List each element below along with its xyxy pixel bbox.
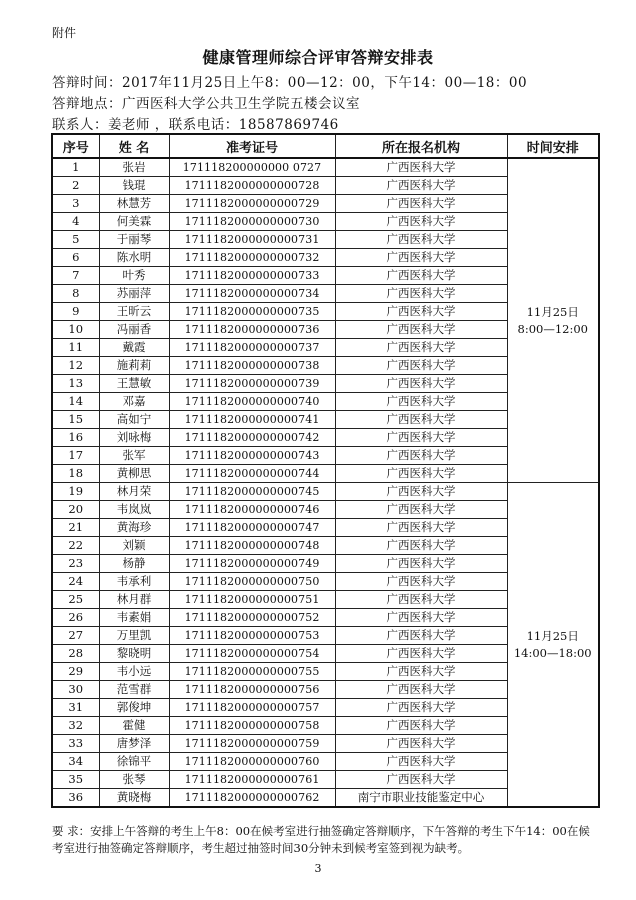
- cell-ticket: 1711182000000000745: [169, 483, 335, 501]
- cell-org: 广西医科大学: [335, 663, 507, 681]
- cell-seq: 30: [52, 681, 99, 699]
- cell-seq: 35: [52, 771, 99, 789]
- cell-org: 广西医科大学: [335, 195, 507, 213]
- cell-name: 冯丽香: [99, 321, 169, 339]
- cell-org: 广西医科大学: [335, 753, 507, 771]
- cell-name: 苏丽萍: [99, 285, 169, 303]
- cell-ticket: 1711182000000000737: [169, 339, 335, 357]
- cell-org: 广西医科大学: [335, 735, 507, 753]
- cell-seq: 31: [52, 699, 99, 717]
- cell-ticket: 1711182000000000756: [169, 681, 335, 699]
- cell-org: 广西医科大学: [335, 591, 507, 609]
- cell-ticket: 1711182000000000755: [169, 663, 335, 681]
- cell-seq: 11: [52, 339, 99, 357]
- cell-org: 广西医科大学: [335, 339, 507, 357]
- cell-org: 广西医科大学: [335, 213, 507, 231]
- cell-org: 广西医科大学: [335, 519, 507, 537]
- cell-seq: 7: [52, 267, 99, 285]
- table-row: [52, 483, 599, 501]
- cell-seq: 36: [52, 789, 99, 808]
- cell-org: 广西医科大学: [335, 411, 507, 429]
- cell-seq: 12: [52, 357, 99, 375]
- cell-name: 林月荣: [99, 483, 169, 501]
- cell-ticket: 1711182000000000729: [169, 195, 335, 213]
- cell-org: 广西医科大学: [335, 681, 507, 699]
- cell-seq: 22: [52, 537, 99, 555]
- cell-name: 唐梦泽: [99, 735, 169, 753]
- cell-org: 广西医科大学: [335, 267, 507, 285]
- cell-name: 霍健: [99, 717, 169, 735]
- header-seq: 序号: [52, 134, 99, 158]
- cell-ticket: 1711182000000000750: [169, 573, 335, 591]
- cell-ticket: 1711182000000000757: [169, 699, 335, 717]
- cell-ticket: 1711182000000000733: [169, 267, 335, 285]
- cell-name: 韦小远: [99, 663, 169, 681]
- cell-seq: 28: [52, 645, 99, 663]
- time-slot-hours: 14:00—18:00: [513, 645, 592, 660]
- cell-name: 钱琨: [99, 177, 169, 195]
- cell-ticket: 1711182000000000735: [169, 303, 335, 321]
- cell-name: 林慧芳: [99, 195, 169, 213]
- cell-seq: 19: [52, 483, 99, 501]
- cell-seq: 18: [52, 465, 99, 483]
- cell-ticket: 1711182000000000753: [169, 627, 335, 645]
- cell-seq: 34: [52, 753, 99, 771]
- header-name: 姓 名: [99, 134, 169, 158]
- cell-name: 邓嘉: [99, 393, 169, 411]
- time-slot-hours: 8:00—12:00: [517, 321, 588, 336]
- cell-org: 广西医科大学: [335, 177, 507, 195]
- header-time: 时间安排: [507, 134, 599, 158]
- cell-ticket: 1711182000000000762: [169, 789, 335, 808]
- cell-org: 广西医科大学: [335, 717, 507, 735]
- cell-seq: 21: [52, 519, 99, 537]
- header-org: 所在报名机构: [335, 134, 507, 158]
- cell-ticket: 1711182000000000736: [169, 321, 335, 339]
- cell-name: 郭俊坤: [99, 699, 169, 717]
- cell-ticket: 1711182000000000761: [169, 771, 335, 789]
- cell-seq: 32: [52, 717, 99, 735]
- attachment-label: 附件: [52, 26, 77, 40]
- cell-name: 何美霖: [99, 213, 169, 231]
- cell-ticket: 1711182000000000744: [169, 465, 335, 483]
- cell-seq: 1: [52, 158, 99, 177]
- cell-org: 广西医科大学: [335, 447, 507, 465]
- cell-org: 广西医科大学: [335, 321, 507, 339]
- cell-seq: 20: [52, 501, 99, 519]
- cell-org: 广西医科大学: [335, 357, 507, 375]
- cell-name: 张岩: [99, 158, 169, 177]
- time-slot-date: 11月25日: [526, 304, 579, 319]
- page-number: 3: [314, 862, 322, 875]
- cell-name: 韦承利: [99, 573, 169, 591]
- header-ticket: 准考证号: [169, 134, 335, 158]
- cell-ticket: 1711182000000000758: [169, 717, 335, 735]
- cell-name: 韦素娟: [99, 609, 169, 627]
- cell-ticket: 1711182000000000743: [169, 447, 335, 465]
- cell-name: 王慧敏: [99, 375, 169, 393]
- cell-name: 张琴: [99, 771, 169, 789]
- cell-seq: 13: [52, 375, 99, 393]
- cell-seq: 2: [52, 177, 99, 195]
- cell-name: 陈水明: [99, 249, 169, 267]
- cell-seq: 29: [52, 663, 99, 681]
- cell-org: 广西医科大学: [335, 555, 507, 573]
- cell-name: 万里凯: [99, 627, 169, 645]
- cell-seq: 23: [52, 555, 99, 573]
- cell-time-slot: [507, 158, 599, 483]
- cell-name: 张军: [99, 447, 169, 465]
- document-title: 健康管理师综合评审答辩安排表: [202, 48, 434, 67]
- cell-ticket: 1711182000000000742: [169, 429, 335, 447]
- cell-org: 广西医科大学: [335, 231, 507, 249]
- cell-name: 黄海珍: [99, 519, 169, 537]
- cell-org: 广西医科大学: [335, 303, 507, 321]
- cell-org: 广西医科大学: [335, 645, 507, 663]
- cell-org: 广西医科大学: [335, 699, 507, 717]
- cell-ticket: 1711182000000000741: [169, 411, 335, 429]
- cell-ticket: 1711182000000000754: [169, 645, 335, 663]
- cell-seq: 4: [52, 213, 99, 231]
- cell-seq: 8: [52, 285, 99, 303]
- schedule-body: [52, 158, 599, 807]
- cell-org: 南宁市职业技能鉴定中心: [335, 789, 507, 808]
- cell-name: 杨静: [99, 555, 169, 573]
- cell-name: 黎晓明: [99, 645, 169, 663]
- cell-ticket: 1711182000000000751: [169, 591, 335, 609]
- cell-ticket: 171118200000000 0727: [169, 158, 335, 177]
- cell-ticket: 1711182000000000752: [169, 609, 335, 627]
- cell-seq: 24: [52, 573, 99, 591]
- cell-ticket: 1711182000000000730: [169, 213, 335, 231]
- cell-ticket: 1711182000000000739: [169, 375, 335, 393]
- cell-name: 戴霞: [99, 339, 169, 357]
- cell-name: 刘咏梅: [99, 429, 169, 447]
- cell-ticket: 1711182000000000748: [169, 537, 335, 555]
- cell-org: 广西医科大学: [335, 573, 507, 591]
- cell-name: 于丽琴: [99, 231, 169, 249]
- cell-org: 广西医科大学: [335, 483, 507, 501]
- cell-seq: 14: [52, 393, 99, 411]
- cell-name: 徐锦平: [99, 753, 169, 771]
- cell-seq: 6: [52, 249, 99, 267]
- cell-seq: 26: [52, 609, 99, 627]
- cell-seq: 33: [52, 735, 99, 753]
- cell-org: 广西医科大学: [335, 609, 507, 627]
- defense-location: 答辩地点：广西医科大学公共卫生学院五楼会议室: [52, 96, 360, 112]
- cell-name: 韦岚岚: [99, 501, 169, 519]
- cell-org: 广西医科大学: [335, 537, 507, 555]
- cell-seq: 25: [52, 591, 99, 609]
- cell-seq: 5: [52, 231, 99, 249]
- cell-time-slot: [507, 483, 599, 808]
- cell-org: 广西医科大学: [335, 429, 507, 447]
- table-header-row: [52, 134, 599, 158]
- cell-seq: 17: [52, 447, 99, 465]
- cell-name: 施莉莉: [99, 357, 169, 375]
- cell-org: 广西医科大学: [335, 249, 507, 267]
- cell-name: 黄柳思: [99, 465, 169, 483]
- cell-ticket: 1711182000000000759: [169, 735, 335, 753]
- time-slot-date: 11月25日: [526, 628, 579, 643]
- table-row: [52, 158, 599, 177]
- cell-name: 王昕云: [99, 303, 169, 321]
- cell-org: 广西医科大学: [335, 465, 507, 483]
- cell-seq: 3: [52, 195, 99, 213]
- cell-org: 广西医科大学: [335, 501, 507, 519]
- cell-seq: 27: [52, 627, 99, 645]
- cell-name: 林月群: [99, 591, 169, 609]
- cell-seq: 16: [52, 429, 99, 447]
- cell-org: 广西医科大学: [335, 393, 507, 411]
- cell-org: 广西医科大学: [335, 627, 507, 645]
- cell-ticket: 1711182000000000731: [169, 231, 335, 249]
- cell-ticket: 1711182000000000746: [169, 501, 335, 519]
- cell-ticket: 1711182000000000749: [169, 555, 335, 573]
- requirements-note: 要 求：安排上午答辩的考生上午8：00在候考室进行抽签确定答辩顺序，下午答辩的考生下午14：00在候考室进行抽签确定答辩顺序，考生超过抽签时间30分钟未到候考室签到视为缺考。: [52, 824, 590, 855]
- cell-ticket: 1711182000000000747: [169, 519, 335, 537]
- cell-seq: 15: [52, 411, 99, 429]
- cell-ticket: 1711182000000000728: [169, 177, 335, 195]
- cell-ticket: 1711182000000000760: [169, 753, 335, 771]
- defense-time: 答辩时间：2017年11月25日上午8：00—12：00，下午14：00—18：00: [52, 75, 528, 91]
- cell-seq: 9: [52, 303, 99, 321]
- cell-name: 范雪群: [99, 681, 169, 699]
- cell-name: 黄晓梅: [99, 789, 169, 808]
- cell-org: 广西医科大学: [335, 375, 507, 393]
- schedule-table: [51, 133, 600, 808]
- cell-seq: 10: [52, 321, 99, 339]
- cell-ticket: 1711182000000000732: [169, 249, 335, 267]
- cell-ticket: 1711182000000000740: [169, 393, 335, 411]
- cell-name: 叶秀: [99, 267, 169, 285]
- cell-org: 广西医科大学: [335, 285, 507, 303]
- cell-name: 高如宁: [99, 411, 169, 429]
- cell-org: 广西医科大学: [335, 158, 507, 177]
- cell-ticket: 1711182000000000738: [169, 357, 335, 375]
- contact-info: 联系人：姜老师 ，联系电话：18587869746: [52, 117, 339, 133]
- cell-ticket: 1711182000000000734: [169, 285, 335, 303]
- cell-org: 广西医科大学: [335, 771, 507, 789]
- cell-name: 刘颖: [99, 537, 169, 555]
